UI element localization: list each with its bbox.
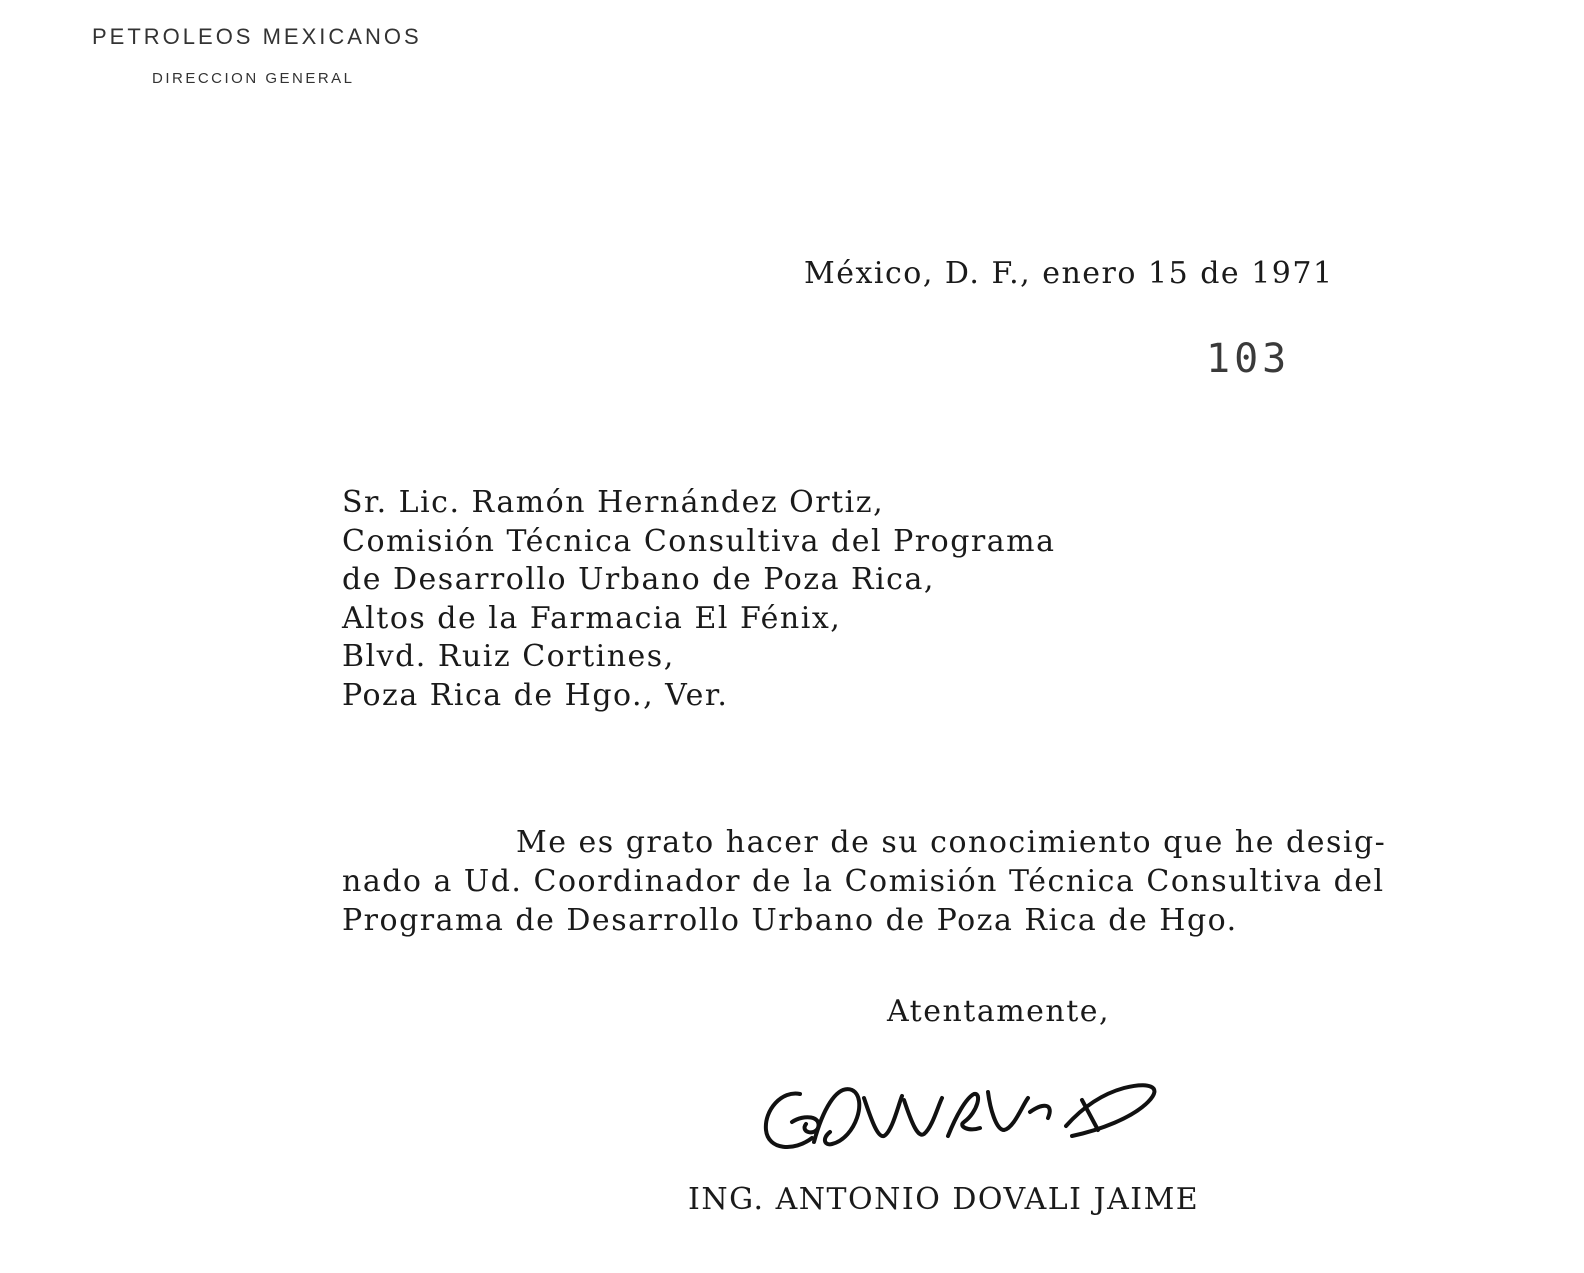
recipient-line: Comisión Técnica Consultiva del Programa — [342, 523, 1056, 559]
recipient-line: Altos de la Farmacia El Fénix, — [342, 600, 842, 636]
closing-salutation: Atentamente, — [887, 994, 1111, 1029]
body-text-line: Programa de Desarrollo Urbano de Poza Rica de Hgo. — [342, 903, 1238, 938]
letterhead-organization: PETROLEOS MEXICANOS — [92, 24, 422, 49]
body-text-line: Me es grato hacer de su conocimiento que he desig- — [516, 825, 1387, 860]
recipient-line: Blvd. Ruiz Cortines, — [342, 639, 675, 674]
recipient-line: Poza Rica de Hgo., Ver. — [342, 677, 729, 713]
signer-name: ING. ANTONIO DOVALI JAIME — [688, 1182, 1200, 1217]
recipient-line: de Desarrollo Urbano de Poza Rica, — [342, 562, 935, 597]
date-line: México, D. F., enero 15 de 1971 — [804, 256, 1334, 291]
body-text-line: nado a Ud. Coordinador de la Comisión Técnica Consultiva del — [342, 864, 1385, 899]
letterhead-department: DIRECCION GENERAL — [152, 70, 355, 87]
recipient-address — [342, 484, 1055, 715]
recipient-line: Sr. Lic. Ramón Hernández Ortiz, — [342, 485, 885, 520]
signature-icon — [752, 1072, 1182, 1167]
reference-number: 103 — [1206, 336, 1291, 382]
